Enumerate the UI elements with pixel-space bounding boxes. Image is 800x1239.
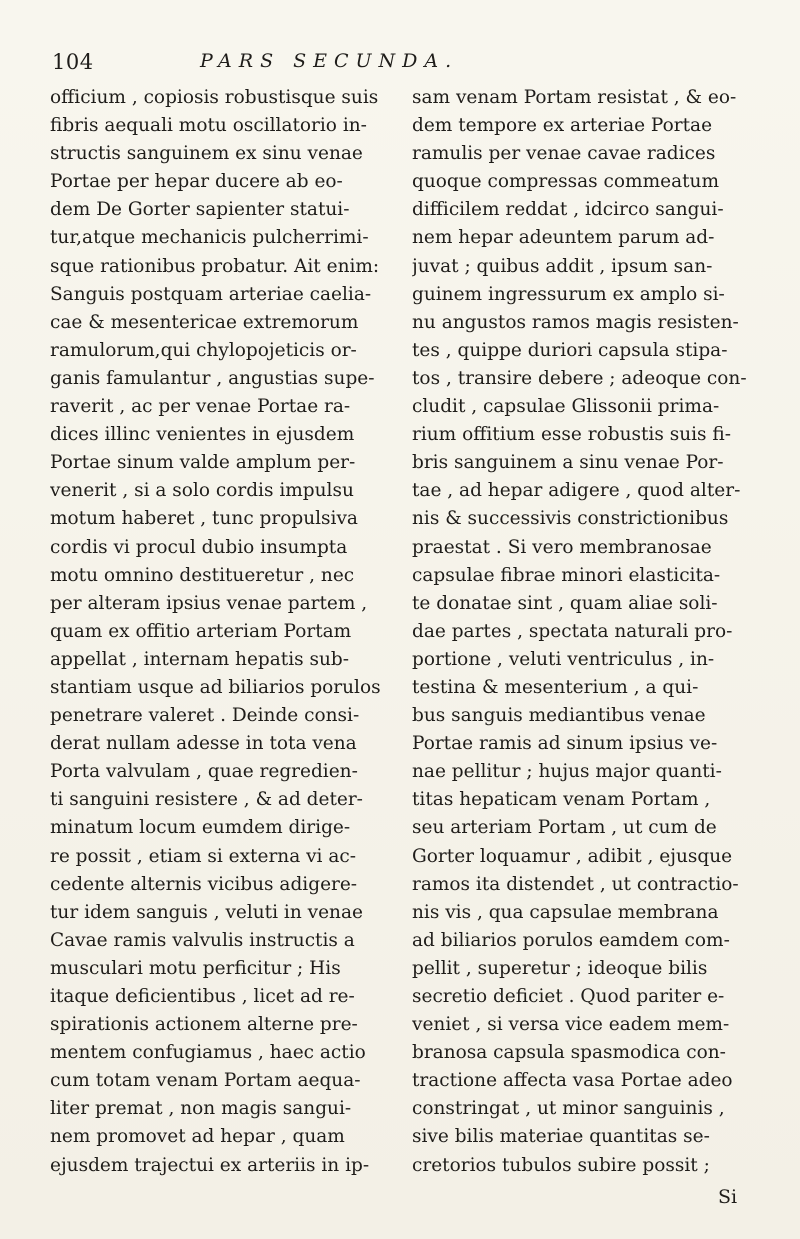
- text-line: spirationis actionem alterne pre-: [50, 1014, 358, 1036]
- text-line: Gorter loquamur , adibit , ejusque: [412, 845, 733, 867]
- text-line: cedente alternis vicibus adigere-: [50, 873, 358, 895]
- text-line: nis & successivis constrictionibus: [412, 508, 729, 530]
- text-line: branosa capsula spasmodica con-: [412, 1042, 726, 1064]
- text-line: ramulorum,qui chylopojeticis or-: [50, 339, 357, 361]
- text-line: tes , quippe duriori capsula stipa-: [412, 339, 728, 361]
- text-line: motu omnino destitueretur , nec: [50, 564, 355, 586]
- right-text-column: [412, 84, 758, 1180]
- text-line: tractione affecta vasa Portae adeo: [412, 1070, 733, 1092]
- text-line: portione , veluti ventriculus , in-: [412, 648, 715, 670]
- text-line: testina & mesenterium , a qui-: [412, 676, 699, 698]
- text-line: tur,atque mechanicis pulcherrimi-: [50, 227, 369, 249]
- text-line: ti sanguini resistere , & ad deter-: [50, 789, 363, 811]
- page-header: [0, 50, 800, 80]
- text-line: tos , transire debere ; adeoque con-: [412, 367, 747, 389]
- running-head: PARS SECUNDA.: [200, 50, 459, 72]
- text-line: constringat , ut minor sanguinis ,: [412, 1098, 725, 1120]
- text-line: Portae sinum valde amplum per-: [50, 452, 356, 474]
- page-number: 104: [52, 50, 94, 74]
- text-line: capsulae fibrae minori elasticita-: [412, 564, 721, 586]
- text-line: cretorios tubulos subire possit ;: [412, 1154, 710, 1176]
- text-line: te donatae sint , quam aliae soli-: [412, 592, 718, 614]
- text-line: bus sanguis mediantibus venae: [412, 705, 706, 727]
- text-line: Sanguis postquam arteriae caelia-: [50, 283, 372, 305]
- text-line: dem tempore ex arteriae Portae: [412, 115, 713, 137]
- text-line: nae pellitur ; hujus major quanti-: [412, 761, 722, 783]
- text-line: dae partes , spectata naturali pro-: [412, 620, 733, 642]
- text-line: nem hepar adeuntem parum ad-: [412, 227, 715, 249]
- text-line: titas hepaticam venam Portam ,: [412, 789, 711, 811]
- text-line: musculari motu perficitur ; His: [50, 957, 341, 979]
- text-line: ramos ita distendet , ut contractio-: [412, 873, 739, 895]
- text-line: pellit , superetur ; ideoque bilis: [412, 957, 708, 979]
- text-line: ganis famulantur , angustias supe-: [50, 367, 375, 389]
- text-line: tae , ad hepar adigere , quod alter-: [412, 480, 741, 502]
- text-line: difficilem reddat , idcirco sangui-: [412, 199, 724, 221]
- text-line: liter premat , non magis sangui-: [50, 1098, 352, 1120]
- text-line: quoque compressas commeatum: [412, 171, 720, 193]
- text-line: re possit , etiam si externa vi ac-: [50, 845, 356, 867]
- text-line: ejusdem trajectui ex arteriis in ip-: [50, 1154, 370, 1176]
- text-line: cum totam venam Portam aequa-: [50, 1070, 361, 1092]
- text-line: rium offitium esse robustis suis fi-: [412, 424, 731, 446]
- text-line: derat nullam adesse in tota vena: [50, 733, 357, 755]
- text-line: secretio deficiet . Quod pariter e-: [412, 986, 725, 1007]
- text-line: dem De Gorter sapienter statui-: [50, 199, 350, 221]
- text-line: raverit , ac per venae Portae ra-: [50, 396, 351, 418]
- text-line: nem promovet ad hepar , quam: [50, 1126, 345, 1148]
- text-line: juvat ; quibus addit , ipsum san-: [412, 255, 713, 277]
- text-line: structis sanguinem ex sinu venae: [50, 143, 363, 165]
- text-line: nis vis , qua capsulae membrana: [412, 901, 719, 923]
- text-line: stantiam usque ad biliarios porulos: [50, 676, 381, 698]
- text-line: Cavae ramis valvulis instructis a: [50, 929, 355, 951]
- text-line: motum haberet , tunc propulsiva: [50, 508, 358, 530]
- text-line: ad biliarios porulos eamdem com-: [412, 929, 730, 951]
- text-line: bris sanguinem a sinu venae Por-: [412, 452, 724, 474]
- text-line: mentem confugiamus , haec actio: [50, 1042, 366, 1064]
- text-line: cludit , capsulae Glissonii prima-: [412, 396, 720, 418]
- text-line: seu arteriam Portam , ut cum de: [412, 817, 717, 839]
- text-line: sive bilis materiae quantitas se-: [412, 1126, 710, 1148]
- text-line: cordis vi procul dubio insumpta: [50, 536, 348, 558]
- left-text-column: [50, 84, 398, 1180]
- text-line: penetrare valeret . Deinde consi-: [50, 705, 360, 727]
- text-line: dices illinc venientes in ejusdem: [50, 424, 355, 446]
- text-line: venerit , si a solo cordis impulsu: [50, 480, 354, 502]
- text-line: itaque deficientibus , licet ad re-: [50, 986, 355, 1007]
- text-line: Porta valvulam , quae regredien-: [50, 761, 358, 783]
- text-line: fibris aequali motu oscillatorio in-: [50, 115, 367, 137]
- text-line: veniet , si versa vice eadem mem-: [412, 1014, 730, 1036]
- text-line: Portae per hepar ducere ab eo-: [50, 171, 343, 193]
- text-line: minatum locum eumdem dirige-: [50, 817, 351, 839]
- text-line: appellat , internam hepatis sub-: [50, 648, 349, 670]
- text-line: nu angustos ramos magis resisten-: [412, 311, 739, 333]
- text-line: Portae ramis ad sinum ipsius ve-: [412, 733, 718, 755]
- text-line: ramulis per venae cavae radices: [412, 143, 716, 165]
- text-line: per alteram ipsius venae partem ,: [50, 592, 368, 614]
- text-line: tur idem sanguis , veluti in venae: [50, 901, 363, 923]
- catchword: Si: [718, 1186, 738, 1208]
- text-line: officium , copiosis robustisque suis: [50, 87, 379, 108]
- text-line: sque rationibus probatur. Ait enim:: [50, 255, 380, 277]
- text-line: guinem ingressurum ex amplo si-: [412, 283, 725, 305]
- text-line: cae & mesentericae extremorum: [50, 311, 359, 333]
- text-line: quam ex offitio arteriam Portam: [50, 620, 352, 642]
- text-line: sam venam Portam resistat , & eo-: [412, 87, 737, 108]
- text-line: praestat . Si vero membranosae: [412, 536, 712, 558]
